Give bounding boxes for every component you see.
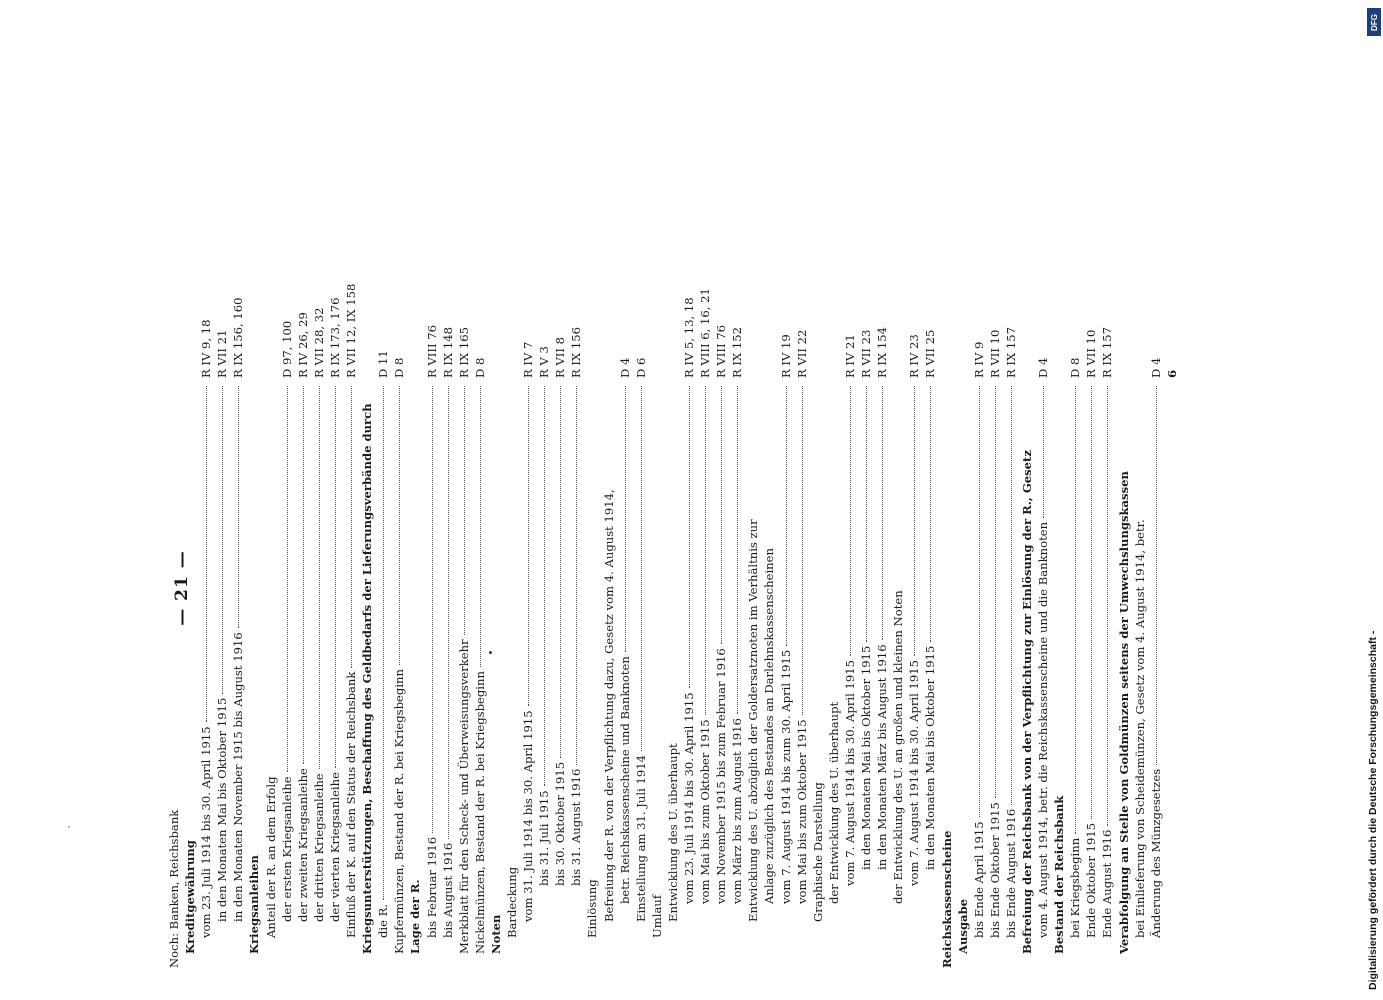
entry-label: Merkblatt für den Scheck- und Überweisungsverkehr (456, 639, 471, 954)
entry-label: betr. Reichskassenscheine und Banknoten (617, 656, 632, 904)
leader-dots (979, 386, 980, 817)
entry-label: vom November 1915 bis zum Februar 1916 (714, 648, 729, 904)
index-entry (1051, 208, 1067, 968)
entry-reference: 6 (1164, 369, 1179, 378)
entry-label: vom 4. August 1914, betr. die Reichskassenscheine und die Banknoten (1036, 521, 1051, 938)
page-number: — 21 — (172, 550, 192, 626)
index-entry (729, 208, 745, 968)
entry-label: in den Monaten März bis August 1916 (875, 644, 890, 870)
index-entry (1019, 208, 1035, 968)
entry-label: Ende August 1916 (1100, 829, 1115, 938)
index-entry (407, 208, 423, 968)
index-entry (1099, 208, 1115, 968)
index-entry (214, 208, 230, 968)
index-entry (1164, 208, 1180, 968)
digitization-note: Digitalisierung gefördert durch die Deutsche Forschungsgemeinschaft - (1367, 630, 1379, 990)
entry-label: Befreiung der R. von der Verpflichtung dazu, Gesetz vom 4. August 1914, (601, 489, 616, 922)
leader-dots (351, 386, 352, 668)
index-entry (343, 208, 359, 968)
index-entry (504, 208, 520, 968)
index-entry (697, 208, 713, 968)
entry-reference: R VII 22 (794, 329, 809, 378)
index-entry (1003, 208, 1019, 968)
entry-label: vom 31. Juli 1914 bis 30. April 1915 (521, 710, 536, 922)
entry-reference: R IV 23 (907, 334, 922, 378)
index-entry (842, 208, 858, 968)
leader-dots (1091, 386, 1092, 819)
index-entry (665, 208, 681, 968)
entry-reference: R IX 156, 160 (231, 297, 246, 378)
entry-reference: D 4 (1148, 357, 1163, 378)
leader-dots (737, 386, 738, 714)
entry-label: Entwicklung des U. überhaupt (665, 743, 680, 922)
leader-dots (287, 386, 288, 772)
index-entry (568, 208, 584, 968)
index-entry (246, 208, 262, 968)
entry-reference: R VII 12, IX 158 (344, 283, 359, 378)
leader-dots (544, 386, 545, 786)
entry-label: vom 7. August 1914 bis 30. April 1915 (842, 660, 857, 886)
entry-reference: R VII 8 (553, 336, 568, 378)
leader-dots (432, 386, 433, 833)
scan-speck (489, 651, 492, 654)
leader-dots (335, 386, 336, 768)
index-entry (584, 208, 600, 968)
leader-dots (786, 386, 787, 646)
entry-label: Anteil der R. an dem Erfolg (263, 776, 278, 938)
entry-label: Lage der R. (408, 879, 423, 954)
entry-label: der Entwicklung des U. überhaupt (826, 701, 841, 904)
entry-label: bis Ende Oktober 1915 (987, 802, 1002, 938)
leader-dots (303, 386, 304, 764)
entry-label: Anlage zuzüglich des Bestandes an Darlehnskassenscheinen (762, 548, 777, 904)
entry-reference: R VII 23 (859, 329, 874, 378)
entry-label: in den Monaten Mai bis Oktober 1915 (923, 645, 938, 870)
entry-reference: R IX 173, 176 (327, 297, 342, 378)
index-entry (826, 208, 842, 968)
leader-dots (705, 386, 706, 715)
scan-speck (68, 826, 70, 828)
dfg-logo (1367, 8, 1381, 36)
leader-dots (528, 386, 529, 706)
entry-label: Änderung des Münzgesetzes (1148, 768, 1163, 938)
index-entry (778, 208, 794, 968)
leader-dots (383, 386, 384, 900)
entry-reference: R IV 19 (778, 334, 793, 378)
leader-dots (464, 386, 465, 635)
index-entry (810, 208, 826, 968)
entry-label: Einstellung am 31. Juli 1914 (633, 755, 648, 922)
index-entry (971, 208, 987, 968)
index-entry (858, 208, 874, 968)
leader-dots (319, 386, 320, 769)
entry-label: Verabfolgung an Stelle von Goldmünzen seitens der Umwechslungskassen (1116, 471, 1131, 954)
entry-reference: R IX 157 (1100, 326, 1115, 378)
leader-dots (1043, 386, 1044, 518)
entry-label: der Entwicklung des U. an großen und kleinen Noten (891, 590, 906, 904)
entry-label: vom März bis zum August 1916 (730, 718, 745, 904)
leader-dots (1156, 386, 1157, 765)
leader-dots (238, 386, 239, 628)
index-entry (601, 208, 617, 968)
entry-label: Graphische Darstellung (810, 782, 825, 922)
entry-reference: D 8 (472, 357, 487, 378)
entry-label: bei Einlieferung von Scheidemünzen, Gesetz vom 4. August 1914, betr. (1132, 519, 1147, 938)
entry-label: vom Mai bis zum Oktober 1915 (698, 719, 713, 904)
entry-reference: R IX 156 (569, 326, 584, 378)
leader-dots (448, 386, 449, 839)
index-entry (166, 208, 182, 968)
index-entry (424, 208, 440, 968)
entry-label: vom 23. Juli 1914 bis 30. April 1915 (682, 692, 696, 904)
entry-reference: R IV 9 (971, 341, 986, 378)
leader-dots (480, 386, 481, 667)
entry-reference: R VIII 76 (714, 325, 729, 378)
leader-dots (882, 386, 883, 640)
leader-dots (721, 386, 722, 644)
entry-label: Noch: Banken, Reichsbank (167, 809, 181, 968)
index-entry (1067, 208, 1083, 968)
entry-label: Umlauf (649, 894, 664, 938)
index-entry (713, 208, 729, 968)
entry-reference: R IX 157 (1003, 326, 1018, 378)
rotated-page (150, 208, 1260, 968)
entry-label: Befreiung der Reichsbank von der Verpflichtung zur Einlösung der R., Gesetz (1019, 450, 1034, 954)
entry-label: Einfluß der K. auf den Status der Reichsbank (344, 671, 359, 938)
index-entry (633, 208, 649, 968)
entry-label: Kriegsanleihen (247, 855, 262, 954)
entry-label: Bardeckung (504, 866, 519, 938)
leader-dots (576, 386, 577, 765)
leader-dots (1107, 386, 1108, 826)
entry-label: vom 7. August 1914 bis 30. April 1915 (907, 660, 922, 886)
index-entry (327, 208, 343, 968)
entry-reference: R IV 21 (842, 334, 857, 378)
entry-label: Einlösung (585, 879, 600, 938)
entry-reference: R IV 5, 13, 18 (682, 297, 696, 378)
index-entry (955, 208, 971, 968)
entry-label: bis August 1916 (440, 842, 455, 938)
entry-reference: R V 3 (537, 346, 552, 378)
index-entry (939, 208, 955, 968)
entry-reference: D 97, 100 (279, 320, 294, 378)
entry-reference: R VII 10 (1084, 329, 1099, 378)
index-entry (230, 208, 246, 968)
entry-label: vom 23. Juli 1914 bis 30. April 1915 (199, 726, 214, 938)
index-entry (1035, 208, 1051, 968)
index-entry (617, 208, 633, 968)
index-entry (922, 208, 938, 968)
leader-dots (914, 386, 915, 656)
index-entry (391, 208, 407, 968)
entry-reference: R IV 9, 18 (199, 319, 214, 378)
leader-dots (206, 386, 207, 722)
leader-dots (222, 386, 223, 694)
leader-dots (1011, 386, 1012, 805)
entry-label: bis 31. Juli 1915 (537, 790, 552, 886)
entry-label: Noten (488, 914, 503, 954)
entry-label: in den Monaten Mai bis Oktober 1915 (215, 697, 230, 922)
leader-dots (399, 386, 400, 665)
index-entry (472, 208, 488, 968)
entry-label: bis Ende August 1916 (1003, 808, 1018, 938)
leader-dots (930, 386, 931, 642)
entry-label: der ersten Kriegsanleihe (279, 776, 294, 922)
leader-dots (1075, 386, 1076, 834)
entry-label: bis 30. Oktober 1915 (553, 761, 568, 886)
entry-label: Ausgabe (955, 898, 970, 954)
entry-label: bei Kriegsbeginn (1068, 837, 1083, 938)
leader-dots (560, 386, 561, 758)
index-entry (890, 208, 906, 968)
index-entry (520, 208, 536, 968)
entry-label: Nickelmünzen, Bestand der R. bei Kriegsbeginn (472, 671, 487, 954)
index-entry (906, 208, 922, 968)
entry-label: Reichskassenscheine (939, 830, 954, 968)
entry-reference: R IV 7 (521, 341, 536, 378)
index-entry (263, 208, 279, 968)
index-entry (359, 208, 375, 968)
index-entry (1148, 208, 1164, 968)
entry-label: bis 31. August 1916 (569, 768, 584, 886)
entry-label: in den Monaten Mai bis Oktober 1915 (859, 645, 874, 870)
index-entry (1083, 208, 1099, 968)
index-entry (536, 208, 552, 968)
entry-reference: R IX 152 (730, 326, 745, 378)
entry-reference: D 11 (376, 350, 391, 378)
index-entry (761, 208, 777, 968)
entry-reference: D 6 (633, 357, 648, 378)
entry-reference: R IX 165 (456, 326, 471, 378)
leader-dots (641, 386, 642, 751)
entry-label: der zweiten Kriegsanleihe (295, 768, 310, 922)
entry-reference: R VII 28, 32 (311, 307, 326, 378)
entry-reference: R VIII 76 (424, 325, 439, 378)
entry-reference: R VII 25 (923, 329, 938, 378)
leader-dots (850, 386, 851, 656)
entry-label: Ende Oktober 1915 (1084, 822, 1099, 938)
index-entry (552, 208, 568, 968)
index-entry (375, 208, 391, 968)
entry-label: vom Mai bis zum Oktober 1915 (794, 719, 809, 904)
leader-dots (689, 386, 690, 688)
leader-dots (866, 386, 867, 642)
index-entry (440, 208, 456, 968)
index-entry (198, 208, 214, 968)
index-entry (649, 208, 665, 968)
entry-reference: R VII 10 (987, 329, 1002, 378)
index-entry (987, 208, 1003, 968)
entry-label: der vierten Kriegsanleihe (327, 772, 342, 922)
index-entry (456, 208, 472, 968)
entry-label: Kupfermünzen, Bestand der R. bei Kriegsbeginn (392, 669, 407, 954)
entry-label: Kriegsunterstützungen, Beschaffung des Geldbedarfs der Lieferungsverbände durch (360, 403, 375, 954)
entry-reference: R IX 148 (440, 326, 455, 378)
entry-reference: R VIII 6, 16, 21 (698, 288, 713, 378)
index-entry (279, 208, 295, 968)
entry-reference: R IV 26, 29 (295, 312, 310, 378)
entry-label: Bestand der Reichsbank (1052, 795, 1067, 954)
index-entry (794, 208, 810, 968)
entry-label: Kreditgewährung (183, 840, 198, 954)
index-entry (311, 208, 327, 968)
entry-label: die R. (376, 903, 391, 938)
entry-label: bis Ende April 1915 (971, 821, 986, 938)
index-entry (1116, 208, 1132, 968)
index-entry (1132, 208, 1148, 968)
entry-reference: R VII 21 (215, 329, 230, 378)
index-entries (166, 208, 1180, 968)
entry-reference: R IX 154 (875, 326, 890, 378)
index-entry (874, 208, 890, 968)
entry-reference: D 4 (617, 357, 632, 378)
entry-reference: D 8 (392, 357, 407, 378)
entry-label: der dritten Kriegsanleihe (311, 773, 326, 922)
dfg-logo-text: DFG (1369, 13, 1379, 31)
entry-reference: D 4 (1036, 357, 1051, 378)
entry-label: vom 7. August 1914 bis zum 30. April 1915 (778, 649, 793, 904)
leader-dots (625, 386, 626, 652)
entry-label: Entwicklung des U. abzüglich der Goldersatznoten im Verhältnis zur (746, 519, 761, 922)
index-entry (681, 208, 697, 968)
entry-reference: D 8 (1068, 357, 1083, 378)
leader-dots (802, 386, 803, 715)
leader-dots (995, 386, 996, 798)
index-entry (745, 208, 761, 968)
index-entry (182, 208, 198, 968)
entry-label: bis Februar 1916 (424, 836, 439, 938)
index-entry (295, 208, 311, 968)
index-entry (488, 208, 504, 968)
entry-label: in den Monaten November 1915 bis August 1916 (231, 632, 246, 922)
